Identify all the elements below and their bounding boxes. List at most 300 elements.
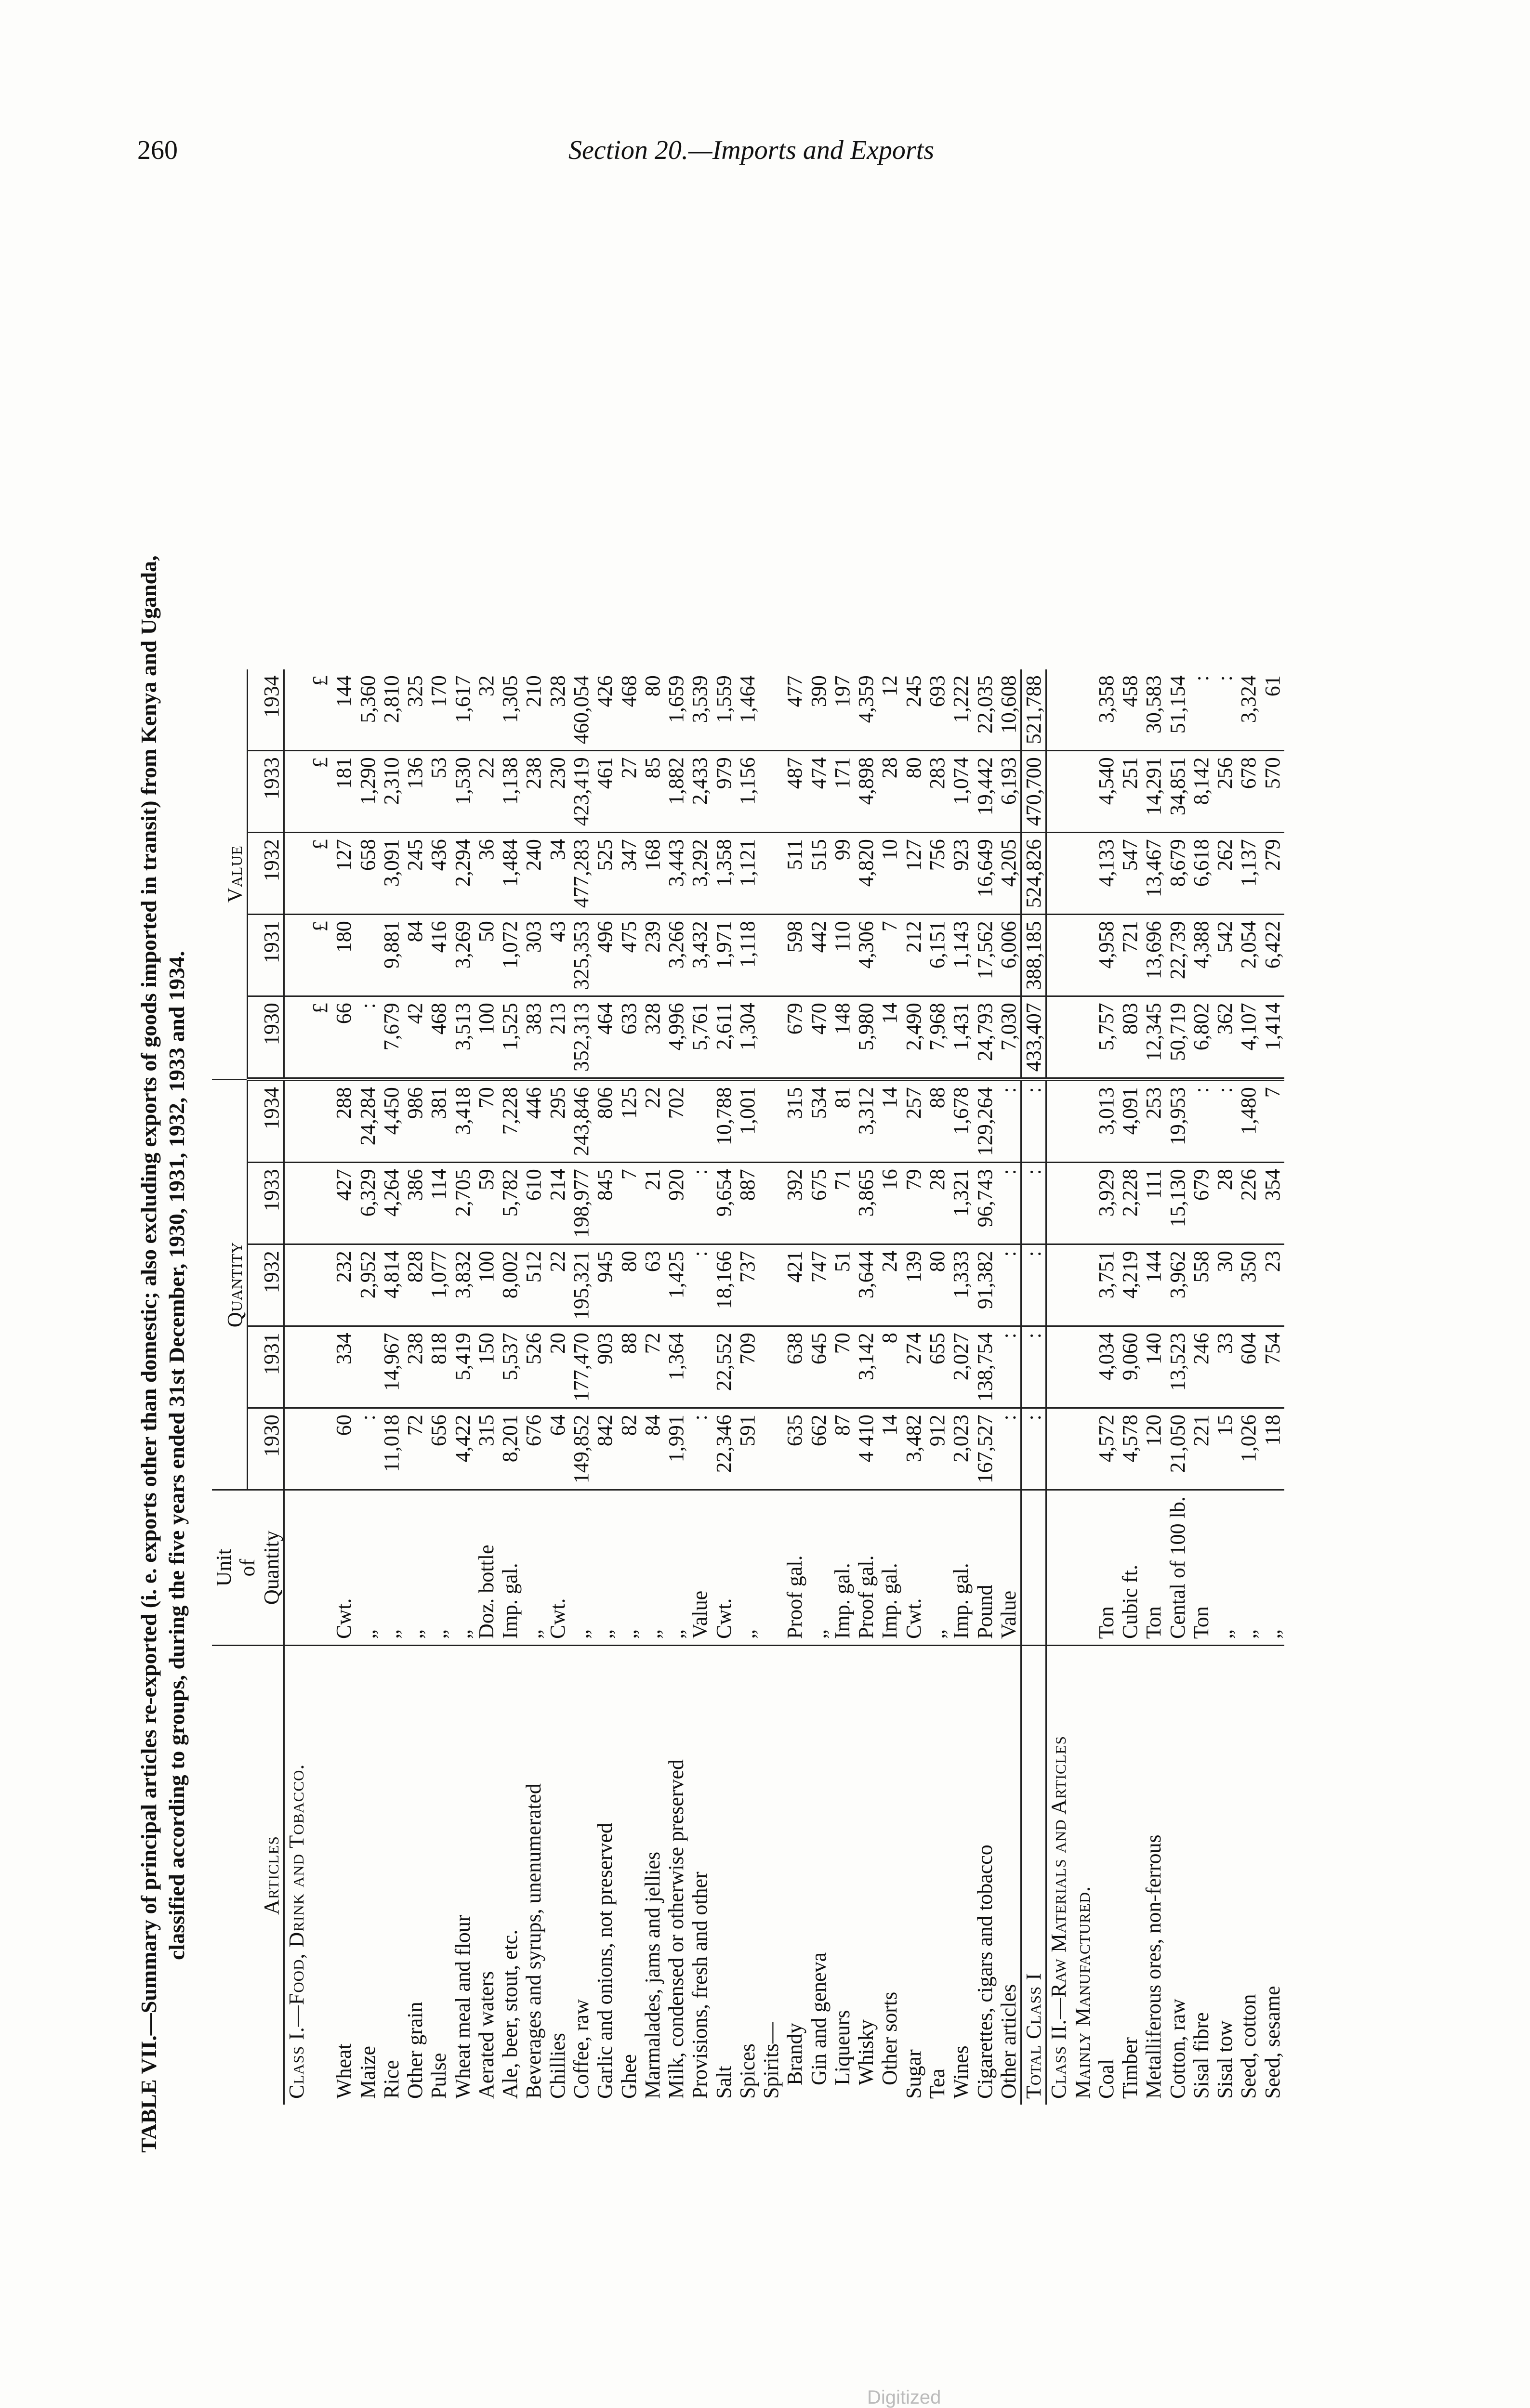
article-name: Provisions, fresh and other <box>688 1871 712 2099</box>
table-row <box>736 669 759 2105</box>
quantity-cell: 3,142 <box>854 1326 878 1408</box>
article-name: Ghee <box>617 2054 641 2099</box>
value-cell: 3,432 <box>688 915 712 996</box>
quantity-cell: 70 <box>475 1079 498 1163</box>
quantity-cell: 526 <box>522 1326 545 1408</box>
value-cell: 12 <box>878 669 901 751</box>
value-cell: 1,290 <box>356 751 380 833</box>
total-value-cell: 388,185 <box>1021 915 1046 996</box>
quantity-cell: 512 <box>522 1244 545 1326</box>
quantity-cell: 1,480 <box>1237 1079 1260 1163</box>
quantity-cell: 96,743 <box>973 1163 997 1244</box>
unit-of-quantity: „ <box>1237 1490 1260 1646</box>
value-cell: 2,490 <box>902 996 925 1080</box>
value-cell: 347 <box>617 833 641 915</box>
value-cell: 1,138 <box>498 751 522 833</box>
class-1-heading: Class I.—Food, Drink and Tobacco. <box>284 1764 308 2099</box>
quantity-cell: 818 <box>427 1326 450 1408</box>
value-year-1931: 1931 <box>248 915 284 996</box>
value-cell: 4,996 <box>664 996 688 1080</box>
value-cell: 1,137 <box>1237 833 1260 915</box>
value-cell: 2,054 <box>1237 915 1260 996</box>
quantity-cell: 3,865 <box>854 1163 878 1244</box>
value-cell: 171 <box>831 751 854 833</box>
value-cell: 3,539 <box>688 669 712 751</box>
unit-of-quantity: „ <box>403 1490 427 1646</box>
unit-of-quantity: Cwt. <box>546 1490 569 1646</box>
value-cell: 633 <box>617 996 641 1080</box>
table-row <box>522 669 545 2105</box>
quantity-cell: 144 <box>1142 1244 1165 1326</box>
empty-cell <box>1046 669 1071 751</box>
quantity-cell: 315 <box>783 1079 806 1163</box>
quantity-cell: 7 <box>1261 1079 1284 1163</box>
quantity-cell: 88 <box>617 1326 641 1408</box>
table-row <box>688 669 712 2105</box>
quantity-year-1931: 1931 <box>248 1326 284 1408</box>
unit-of-quantity: Value <box>688 1490 712 1646</box>
value-cell: 4,359 <box>854 669 878 751</box>
quantity-cell: 381 <box>427 1079 450 1163</box>
empty-cell <box>1071 1163 1095 1244</box>
quantity-cell: : <box>997 1326 1021 1408</box>
quantity-cell: 2,228 <box>1118 1163 1142 1244</box>
quantity-cell: 3,644 <box>854 1244 878 1326</box>
value-cell: 22,739 <box>1166 915 1189 996</box>
value-cell: 570 <box>1261 751 1284 833</box>
article-name: Coffee, raw <box>569 1999 593 2099</box>
value-cell: 1,464 <box>736 669 759 751</box>
value-cell: 515 <box>807 833 831 915</box>
quantity-cell: 7 <box>617 1163 641 1244</box>
quantity-cell: 149,852 <box>569 1408 593 1490</box>
article-name: Maize <box>356 2046 380 2099</box>
quantity-cell: 2,023 <box>949 1408 973 1490</box>
pound-sign: £ <box>308 833 332 915</box>
unit-of-quantity: Pound <box>973 1490 997 1646</box>
quantity-cell: 1,364 <box>664 1326 688 1408</box>
value-cell: 4,958 <box>1095 915 1118 996</box>
value-cell: 170 <box>427 669 450 751</box>
quantity-cell: 238 <box>403 1326 427 1408</box>
quantity-cell: 243,846 <box>569 1079 593 1163</box>
table-row <box>569 669 593 2105</box>
article-name: Brandy <box>783 2023 807 2085</box>
value-cell: 2,310 <box>380 751 403 833</box>
value-cell: 8,142 <box>1189 751 1213 833</box>
article-name: Wines <box>949 2045 973 2099</box>
quantity-year-1930: 1930 <box>248 1408 284 1490</box>
quantity-cell: 114 <box>427 1163 450 1244</box>
article-name: Whisky <box>854 2019 878 2085</box>
value-cell: 4,820 <box>854 833 878 915</box>
quantity-cell: 18,166 <box>712 1244 736 1326</box>
quantity-cell: 1,321 <box>949 1163 973 1244</box>
value-cell: 1,156 <box>736 751 759 833</box>
value-cell: 678 <box>1237 751 1260 833</box>
empty-unit <box>1021 1490 1046 1646</box>
quantity-cell: 59 <box>475 1163 498 1244</box>
unit-of-quantity: Proof gal. <box>783 1490 806 1646</box>
quantity-cell: 8,201 <box>498 1408 522 1490</box>
value-cell: 5,761 <box>688 996 712 1080</box>
class-2-heading-line-2-row <box>1071 669 1095 2105</box>
quantity-cell: 21 <box>641 1163 664 1244</box>
quantity-cell: 702 <box>664 1079 688 1163</box>
table-row <box>973 669 997 2105</box>
value-cell: 475 <box>617 915 641 996</box>
unit-header-line-2: of <box>236 1558 260 1577</box>
quantity-cell: 16 <box>878 1163 901 1244</box>
article-name: Sugar <box>901 2049 925 2099</box>
value-cell: 3,513 <box>451 996 475 1080</box>
unit-of-quantity: Imp. gal. <box>831 1490 854 1646</box>
value-cell: 923 <box>949 833 973 915</box>
value-cell: 390 <box>807 669 831 751</box>
quantity-cell: 19,953 <box>1166 1079 1189 1163</box>
quantity-cell: 903 <box>593 1326 617 1408</box>
quantity-cell: : <box>1213 1079 1237 1163</box>
value-cell: 1,222 <box>949 669 973 751</box>
article-name: Gin and geneva <box>806 1952 831 2085</box>
empty-cell <box>1046 833 1071 915</box>
value-cell <box>759 751 783 833</box>
table-row <box>1142 669 1165 2105</box>
unit-of-quantity: „ <box>380 1490 403 1646</box>
quantity-cell <box>356 1326 380 1408</box>
quantity-cell: 9,060 <box>1118 1326 1142 1408</box>
table-row <box>925 669 949 2105</box>
value-cell: 3,443 <box>664 833 688 915</box>
quantity-cell: 82 <box>617 1408 641 1490</box>
table-row <box>332 669 356 2105</box>
article-name: Tea <box>925 2068 949 2099</box>
quantity-cell: 22 <box>546 1244 569 1326</box>
empty-cell <box>1071 1326 1095 1408</box>
table-row <box>403 669 427 2105</box>
table-row <box>380 669 403 2105</box>
unit-of-quantity: „ <box>427 1490 450 1646</box>
value-cell: 4,388 <box>1189 915 1213 996</box>
value-cell: 239 <box>641 915 664 996</box>
total-value-cell: 433,407 <box>1021 996 1046 1080</box>
value-cell: 6,802 <box>1189 996 1213 1080</box>
quantity-cell: 64 <box>546 1408 569 1490</box>
table-row <box>593 669 617 2105</box>
quantity-cell: 139 <box>902 1244 925 1326</box>
value-cell: 127 <box>902 833 925 915</box>
unit-of-quantity: Cubic ft. <box>1118 1490 1142 1646</box>
empty-cell <box>1071 1244 1095 1326</box>
quantity-cell: 221 <box>1189 1408 1213 1490</box>
table-body <box>284 669 1284 2105</box>
quantity-cell: 22 <box>641 1079 664 1163</box>
value-cell: 283 <box>925 751 949 833</box>
value-cell: 416 <box>427 915 450 996</box>
value-cell: 470 <box>807 996 831 1080</box>
class-2-heading-line-2: Mainly Manufactured. <box>1070 1885 1095 2099</box>
value-cell: 110 <box>831 915 854 996</box>
quantity-header: Quantity <box>212 1079 248 1490</box>
quantity-cell: 887 <box>736 1163 759 1244</box>
quantity-cell: 709 <box>736 1326 759 1408</box>
quantity-cell: 111 <box>1142 1163 1165 1244</box>
quantity-cell: 195,321 <box>569 1244 593 1326</box>
value-cell: 2,294 <box>451 833 475 915</box>
value-cell: 979 <box>712 751 736 833</box>
quantity-cell: 30 <box>1213 1244 1237 1326</box>
unit-of-quantity: Value <box>997 1490 1021 1646</box>
quantity-cell: 60 <box>332 1408 356 1490</box>
value-cell: 468 <box>617 669 641 751</box>
value-cell: 4,133 <box>1095 833 1118 915</box>
quantity-cell: 226 <box>1237 1163 1260 1244</box>
pound-sign: £ <box>308 751 332 833</box>
unit-header-line-3: Quantity <box>259 1531 283 1605</box>
quantity-cell: 645 <box>807 1326 831 1408</box>
quantity-cell: 24 <box>878 1244 901 1326</box>
empty-cell <box>1071 915 1095 996</box>
quantity-cell: 4,450 <box>380 1079 403 1163</box>
value-cell: 51,154 <box>1166 669 1189 751</box>
value-cell: 34,851 <box>1166 751 1189 833</box>
table-row <box>1118 669 1142 2105</box>
quantity-cell <box>688 1079 712 1163</box>
value-year-1933: 1933 <box>248 751 284 833</box>
table-row <box>1237 669 1260 2105</box>
quantity-year-1933: 1933 <box>248 1163 284 1244</box>
value-cell: 1,143 <box>949 915 973 996</box>
quantity-cell: 257 <box>902 1079 925 1163</box>
quantity-cell: 845 <box>593 1163 617 1244</box>
value-cell: 22,035 <box>973 669 997 751</box>
value-cell: 10 <box>878 833 901 915</box>
value-cell: 3,266 <box>664 915 688 996</box>
table-row <box>949 669 973 2105</box>
value-cell: 210 <box>522 669 545 751</box>
quantity-cell: 754 <box>1261 1326 1284 1408</box>
table-row <box>617 669 641 2105</box>
value-cell: 1,074 <box>949 751 973 833</box>
value-cell: 442 <box>807 915 831 996</box>
quantity-cell: 1,678 <box>949 1079 973 1163</box>
unit-of-quantity: „ <box>569 1490 593 1646</box>
article-name: Other grain <box>403 2002 427 2099</box>
quantity-cell: 8,002 <box>498 1244 522 1326</box>
article-name: Liqueurs <box>830 2010 854 2085</box>
value-cell: 245 <box>902 669 925 751</box>
empty-unit <box>1046 1490 1071 1646</box>
value-cell <box>759 833 783 915</box>
article-name: Other sorts <box>878 1991 902 2085</box>
empty-cell <box>284 1326 308 1408</box>
value-cell: 5,757 <box>1095 996 1118 1080</box>
quantity-cell: 675 <box>807 1163 831 1244</box>
quantity-cell: 100 <box>475 1244 498 1326</box>
unit-of-quantity: Cwt. <box>332 1490 356 1646</box>
unit-of-quantity: Ton <box>1189 1490 1213 1646</box>
value-cell: 1,530 <box>451 751 475 833</box>
quantity-cell: 315 <box>475 1408 498 1490</box>
quantity-cell: 71 <box>831 1163 854 1244</box>
article-name: Metalliferous ores, non-ferrous <box>1142 1834 1166 2099</box>
value-cell: 66 <box>332 996 356 1080</box>
value-year-1930: 1930 <box>248 996 284 1080</box>
article-name: Coal <box>1094 2058 1118 2099</box>
class-2-heading-line-1: Class II.—Raw Materials and Articles <box>1047 1736 1071 2099</box>
value-cell: 598 <box>783 915 806 996</box>
empty-cell <box>284 1163 308 1244</box>
quantity-cell: 386 <box>403 1163 427 1244</box>
value-cell: 213 <box>546 996 569 1080</box>
article-name: Aerated waters <box>474 1971 498 2099</box>
quantity-cell <box>759 1408 783 1490</box>
quantity-cell: 10,788 <box>712 1079 736 1163</box>
value-cell: 383 <box>522 996 545 1080</box>
value-cell: 7,030 <box>997 996 1021 1080</box>
value-cell: 1,118 <box>736 915 759 996</box>
quantity-cell: 4,264 <box>380 1163 403 1244</box>
value-cell: 80 <box>641 669 664 751</box>
value-cell: 325 <box>403 669 427 751</box>
value-cell: 1,971 <box>712 915 736 996</box>
empty-cell <box>1046 1408 1071 1490</box>
empty-cell <box>284 996 308 1080</box>
empty-cell <box>284 833 308 915</box>
value-cell: 542 <box>1213 915 1237 996</box>
quantity-cell: 214 <box>546 1163 569 1244</box>
empty-cell <box>284 1408 308 1490</box>
quantity-cell: 8 <box>878 1326 901 1408</box>
value-cell: 679 <box>783 996 806 1080</box>
quantity-cell: 842 <box>593 1408 617 1490</box>
value-cell: 477 <box>783 669 806 751</box>
empty-unit <box>1071 1490 1095 1646</box>
quantity-cell: 604 <box>1237 1326 1260 1408</box>
total-class-1-row <box>1021 669 1046 2105</box>
article-name: Other articles <box>996 1984 1020 2099</box>
empty-cell <box>1071 669 1095 751</box>
unit-of-quantity: „ <box>1213 1490 1237 1646</box>
value-cell: 2,433 <box>688 751 712 833</box>
quantity-cell: 747 <box>807 1244 831 1326</box>
pound-sign: £ <box>308 996 332 1080</box>
quantity-cell: 3,312 <box>854 1079 878 1163</box>
unit-of-quantity: „ <box>807 1490 831 1646</box>
quantity-cell: 14 <box>878 1079 901 1163</box>
unit-of-quantity: Imp. gal. <box>498 1490 522 1646</box>
value-cell: 43 <box>546 915 569 996</box>
quantity-cell: : <box>688 1244 712 1326</box>
quantity-cell: 80 <box>925 1244 949 1326</box>
total-value-cell: 521,788 <box>1021 669 1046 751</box>
value-cell: 461 <box>593 751 617 833</box>
value-cell: 1,431 <box>949 996 973 1080</box>
value-cell: 245 <box>403 833 427 915</box>
quantity-cell: 4,572 <box>1095 1408 1118 1490</box>
value-cell: 127 <box>332 833 356 915</box>
unit-of-quantity: Ton <box>1142 1490 1165 1646</box>
quantity-cell: 14 <box>878 1408 901 1490</box>
quantity-cell: 4,578 <box>1118 1408 1142 1490</box>
running-head: Section 20.—Imports and Exports <box>568 135 935 165</box>
total-quantity-cell: : <box>1021 1326 1046 1408</box>
quantity-cell: 5,419 <box>451 1326 475 1408</box>
value-cell: : <box>356 996 380 1080</box>
table-caption <box>135 226 190 2153</box>
table-row <box>831 669 854 2105</box>
quantity-cell: 21,050 <box>1166 1408 1189 1490</box>
value-year-1932: 1932 <box>248 833 284 915</box>
value-cell: 303 <box>522 915 545 996</box>
total-value-cell: 524,826 <box>1021 833 1046 915</box>
article-name: Spirits— <box>759 2022 783 2099</box>
quantity-cell: 2,952 <box>356 1244 380 1326</box>
quantity-cell: : <box>997 1163 1021 1244</box>
article-name: Sisal fibre <box>1189 2012 1213 2099</box>
value-cell: 262 <box>1213 833 1237 915</box>
table-row <box>854 669 878 2105</box>
page-number: 260 <box>137 135 178 165</box>
value-cell: 168 <box>641 833 664 915</box>
quantity-cell: : <box>688 1163 712 1244</box>
value-cell: 251 <box>1118 751 1142 833</box>
quantity-cell: 14,967 <box>380 1326 403 1408</box>
value-cell: 6,006 <box>997 915 1021 996</box>
value-header: Value <box>212 669 248 1079</box>
quantity-cell: 70 <box>831 1326 854 1408</box>
quantity-cell: : <box>997 1408 1021 1490</box>
empty-cell <box>308 1646 332 2105</box>
value-cell <box>356 915 380 996</box>
caption-line-2: classified according to groups, during the five years ended 31st December, 1930, 1931, 1932, 1933 and 1934. <box>164 951 189 1960</box>
value-cell: 477,283 <box>569 833 593 915</box>
value-cell: 1,617 <box>451 669 475 751</box>
value-cell: 458 <box>1118 669 1142 751</box>
quantity-cell: 4,422 <box>451 1408 475 1490</box>
table-row <box>641 669 664 2105</box>
table-row <box>997 669 1021 2105</box>
quantity-cell: 3,962 <box>1166 1244 1189 1326</box>
digitized-watermark <box>867 2355 1530 2408</box>
value-cell: 2,810 <box>380 669 403 751</box>
table-row <box>783 669 806 2105</box>
empty-cell <box>1046 1163 1071 1244</box>
unit-of-quantity: „ <box>641 1490 664 1646</box>
value-cell: 1,659 <box>664 669 688 751</box>
pound-sign: £ <box>308 915 332 996</box>
quantity-cell: 421 <box>783 1244 806 1326</box>
unit-header-line-1: Unit <box>212 1549 236 1587</box>
empty-cell <box>1046 996 1071 1080</box>
value-cell: 3,358 <box>1095 669 1118 751</box>
value-cell: 3,324 <box>1237 669 1260 751</box>
pound-sign: £ <box>308 669 332 751</box>
quantity-cell: 7,228 <box>498 1079 522 1163</box>
quantity-cell: 23 <box>1261 1244 1284 1326</box>
value-cell: 464 <box>593 996 617 1080</box>
unit-of-quantity: Cwt. <box>712 1490 736 1646</box>
unit-of-quantity <box>759 1490 783 1646</box>
value-cell: 1,121 <box>736 833 759 915</box>
article-name: Garlic and onions, not preserved <box>593 1822 617 2099</box>
unit-of-quantity: Doz. bottle <box>475 1490 498 1646</box>
empty-cell <box>284 751 308 833</box>
empty-cell <box>308 1244 332 1326</box>
value-cell: 100 <box>475 996 498 1080</box>
value-cell: 85 <box>641 751 664 833</box>
empty-cell <box>1071 751 1095 833</box>
